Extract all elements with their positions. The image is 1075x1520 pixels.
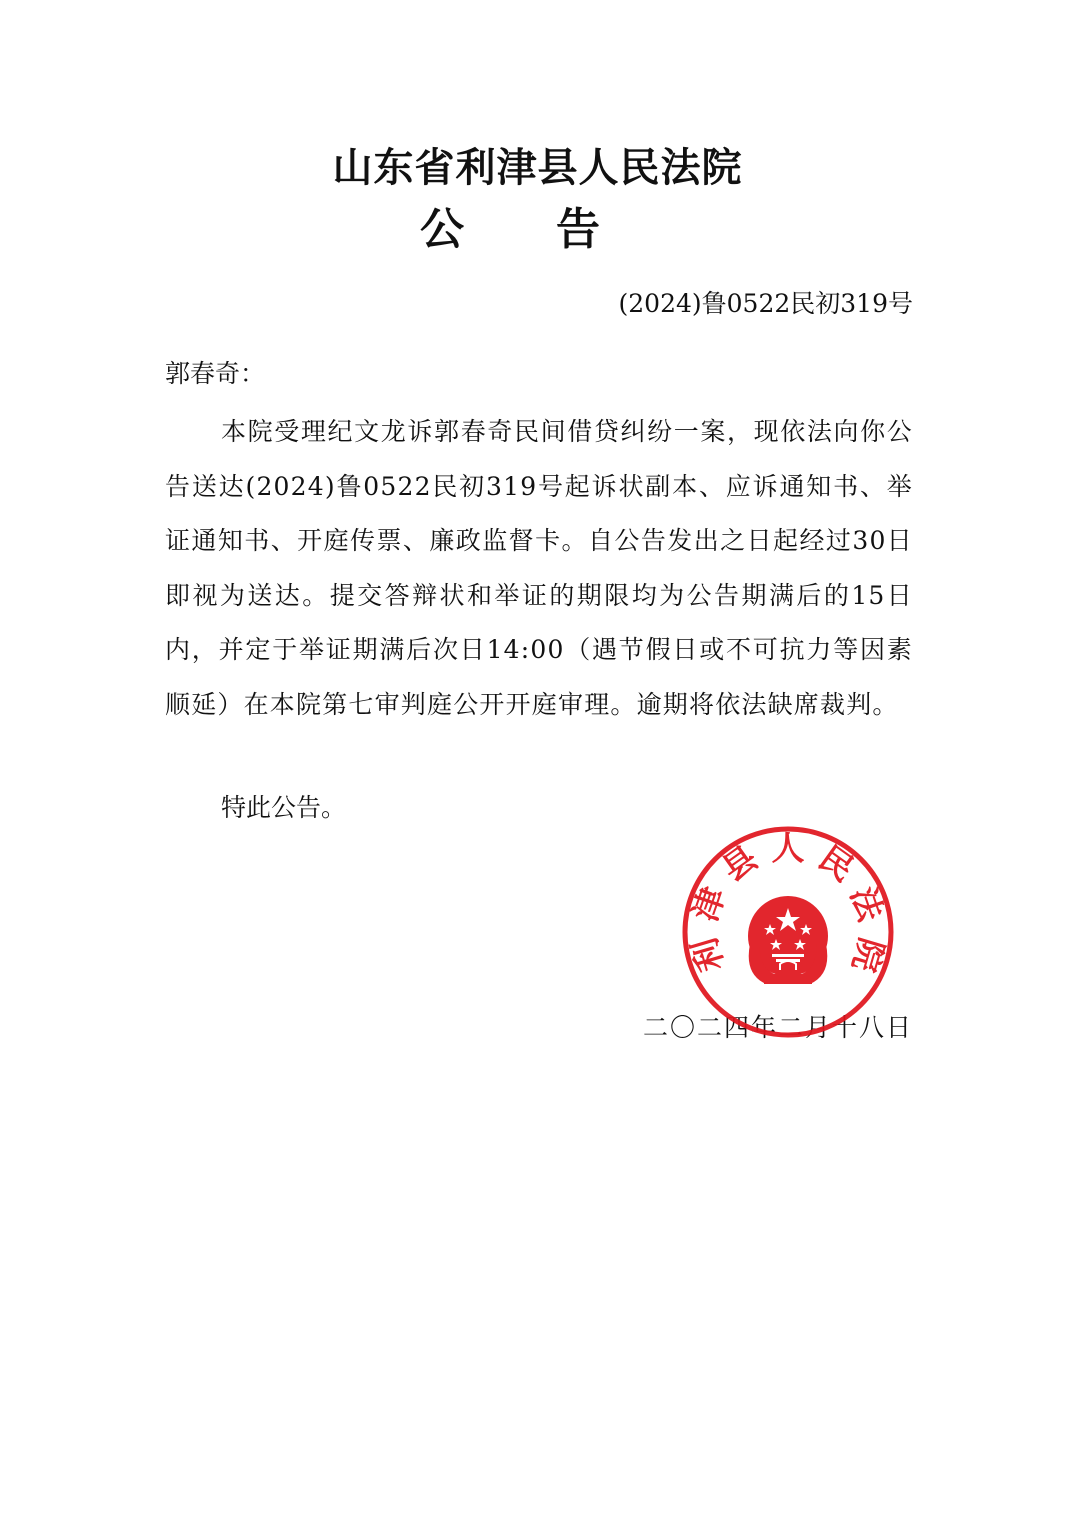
case-number: (2024)鲁0522民初319号 [618,289,913,318]
notice-body: 本院受理纪文龙诉郭春奇民间借贷纠纷一案，现依法向你公告送达(2024)鲁0522民初319号起诉状副本、应诉通知书、举证通知书、开庭传票、廉政监督卡。自公告发出之日起经过30日即视为送达。提交答辩状和举证的期限均为公告期满后的15日内，并定于举证期满后次日14:00（遇节假日或不可抗力等因素顺延）在本院第七审判庭公开开庭审理。逾期将依法缺席裁判。 [165,417,913,719]
court-seal-graphic [680,824,896,1040]
court-name: 山东省利津县人民法院 [332,144,743,191]
addressee: 郭春奇： [165,359,266,388]
notice-title-char-2: 告 [556,204,600,255]
national-emblem-icon [748,896,828,984]
notice-title [420,202,600,258]
issue-date: 二〇二四年二月十八日 [642,1013,913,1042]
seal-lettering: 利 津 县 人 民 法 院 [684,828,892,977]
court-seal [680,824,896,1040]
closing-remark: 特此公告。 [221,793,347,822]
notice-title-char-1: 公 [420,204,464,255]
